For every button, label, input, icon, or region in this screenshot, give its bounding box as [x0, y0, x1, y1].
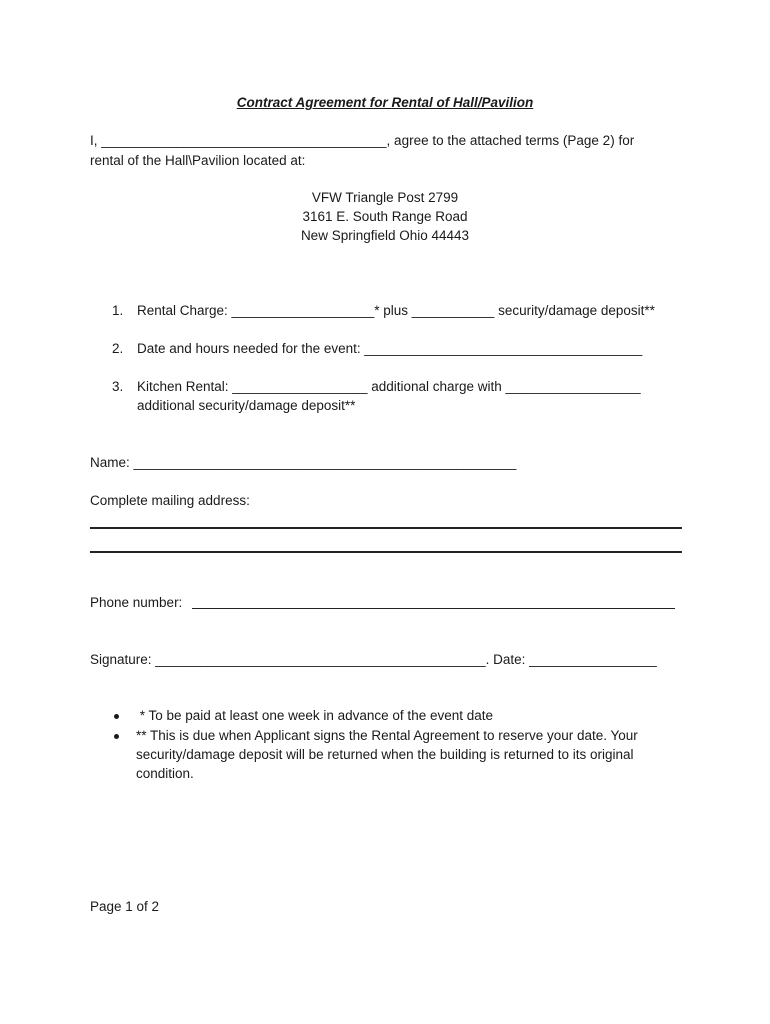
mailing-address-label: Complete mailing address:	[90, 493, 250, 508]
signature-date-line: Signature: ____________________________________________. Date: _________________	[90, 652, 657, 667]
phone-label: Phone number:	[90, 595, 183, 610]
phone-line	[192, 608, 675, 609]
address-line-3: New Springfield Ohio 44443	[300, 228, 470, 243]
item-number-1: 1.	[112, 303, 124, 318]
item-number-3: 3.	[112, 379, 124, 394]
address-line-2: 3161 E. South Range Road	[302, 209, 468, 224]
note-2-line-3: condition.	[136, 766, 194, 781]
bullet-icon	[114, 714, 119, 719]
intro-line-1: I, ______________________________________, agree to the attached terms (Page 2) for	[90, 133, 635, 148]
page-number: Page 1 of 2	[90, 899, 160, 914]
item-number-2: 2.	[112, 341, 124, 356]
bullet-icon	[114, 734, 119, 739]
item-text-2: Date and hours needed for the event: _____________________________________	[137, 341, 643, 356]
note-2-line-2: security/damage deposit will be returned when the building is returned to its original	[136, 747, 634, 762]
address-line-1: VFW Triangle Post 2799	[311, 190, 459, 205]
intro-line-2: rental of the Hall\Pavilion located at:	[90, 153, 306, 168]
item-text-3-cont: additional security/damage deposit**	[137, 398, 356, 413]
document-title: Contract Agreement for Rental of Hall/Pavilion	[236, 95, 534, 110]
note-1: * To be paid at least one week in advance of the event date	[136, 708, 494, 723]
mailing-address-line-1	[90, 527, 682, 529]
item-text-1: Rental Charge: ___________________* plus ___________ security/damage deposit**	[137, 303, 655, 318]
name-field: Name: ___________________________________________________	[90, 455, 517, 470]
item-text-3: Kitchen Rental: __________________ additional charge with __________________	[137, 379, 641, 394]
note-2-line-1: ** This is due when Applicant signs the Rental Agreement to reserve your date. Your	[136, 728, 638, 743]
mailing-address-line-2	[90, 551, 682, 553]
